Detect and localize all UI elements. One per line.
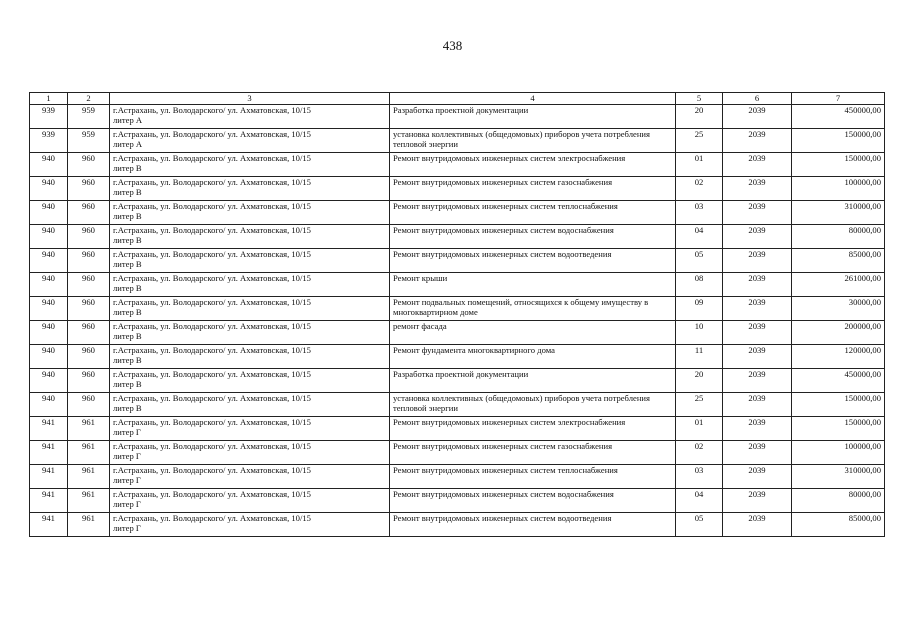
- building-letter: литер А: [113, 115, 143, 126]
- work-type-cell: Ремонт внутридомовых инженерных систем теплоснабжения: [390, 201, 676, 225]
- address-cell: [110, 369, 390, 393]
- address-cell: [110, 393, 390, 417]
- address-line: г.Астрахань, ул. Володарского/ ул. Ахматовская, 10/15: [113, 273, 311, 283]
- address-cell: [110, 417, 390, 441]
- year-cell: 2039: [723, 297, 792, 321]
- building-letter: литер Г: [113, 499, 141, 510]
- cost-cell: 100000,00: [792, 441, 885, 465]
- building-letter: литер Г: [113, 427, 141, 438]
- works-table: [29, 92, 885, 537]
- work-code-cell: 09: [676, 297, 723, 321]
- work-code-cell: 01: [676, 153, 723, 177]
- work-type-cell: Ремонт внутридомовых инженерных систем газоснабжения: [390, 441, 676, 465]
- cost-cell: 120000,00: [792, 345, 885, 369]
- year-cell: 2039: [723, 201, 792, 225]
- house-number-cell: 959: [68, 129, 110, 153]
- column-header: 2: [68, 93, 110, 105]
- building-letter: литер А: [113, 139, 143, 150]
- work-type-cell: Ремонт крыши: [390, 273, 676, 297]
- address-cell: [110, 177, 390, 201]
- address-line: г.Астрахань, ул. Володарского/ ул. Ахматовская, 10/15: [113, 489, 311, 499]
- work-type-cell: Ремонт фундамента многоквартирного дома: [390, 345, 676, 369]
- building-letter: литер В: [113, 187, 142, 198]
- building-letter: литер В: [113, 283, 142, 294]
- work-type-cell: Ремонт внутридомовых инженерных систем электроснабжения: [390, 417, 676, 441]
- house-number-cell: 961: [68, 513, 110, 537]
- cost-cell: 450000,00: [792, 369, 885, 393]
- address-line: г.Астрахань, ул. Володарского/ ул. Ахматовская, 10/15: [113, 153, 311, 163]
- cost-cell: 450000,00: [792, 105, 885, 129]
- cost-cell: 80000,00: [792, 225, 885, 249]
- row-number-cell: 940: [30, 369, 68, 393]
- address-line: г.Астрахань, ул. Володарского/ ул. Ахматовская, 10/15: [113, 369, 311, 379]
- address-line: г.Астрахань, ул. Володарского/ ул. Ахматовская, 10/15: [113, 129, 311, 139]
- table-row: [30, 273, 885, 297]
- column-header: 3: [110, 93, 390, 105]
- address-line: г.Астрахань, ул. Володарского/ ул. Ахматовская, 10/15: [113, 201, 311, 211]
- year-cell: 2039: [723, 249, 792, 273]
- address-cell: [110, 297, 390, 321]
- cost-cell: 150000,00: [792, 129, 885, 153]
- address-cell: [110, 225, 390, 249]
- table-body: [30, 105, 885, 537]
- address-cell: [110, 129, 390, 153]
- work-code-cell: 04: [676, 489, 723, 513]
- work-code-cell: 11: [676, 345, 723, 369]
- work-type-cell: Разработка проектной документации: [390, 105, 676, 129]
- building-letter: литер В: [113, 355, 142, 366]
- building-letter: литер Г: [113, 475, 141, 486]
- house-number-cell: 961: [68, 489, 110, 513]
- work-type-cell: Ремонт внутридомовых инженерных систем водоотведения: [390, 249, 676, 273]
- building-letter: литер В: [113, 379, 142, 390]
- building-letter: литер В: [113, 331, 142, 342]
- table-row: [30, 465, 885, 489]
- cost-cell: 310000,00: [792, 201, 885, 225]
- table-row: [30, 177, 885, 201]
- work-type-cell: Ремонт внутридомовых инженерных систем теплоснабжения: [390, 465, 676, 489]
- table-row: [30, 441, 885, 465]
- row-number-cell: 941: [30, 465, 68, 489]
- year-cell: 2039: [723, 513, 792, 537]
- page-number: 438: [442, 38, 463, 53]
- house-number-cell: 960: [68, 249, 110, 273]
- building-letter: литер В: [113, 307, 142, 318]
- cost-cell: 150000,00: [792, 417, 885, 441]
- address-cell: [110, 513, 390, 537]
- row-number-cell: 939: [30, 129, 68, 153]
- cost-cell: 80000,00: [792, 489, 885, 513]
- row-number-cell: 940: [30, 225, 68, 249]
- house-number-cell: 960: [68, 393, 110, 417]
- table-row: [30, 105, 885, 129]
- work-code-cell: 20: [676, 369, 723, 393]
- work-code-cell: 01: [676, 417, 723, 441]
- work-type-cell: установка коллективных (общедомовых) приборов учета потребления тепловой энергии: [390, 129, 676, 153]
- house-number-cell: 961: [68, 417, 110, 441]
- column-header: 1: [30, 93, 68, 105]
- table-row: [30, 153, 885, 177]
- address-cell: [110, 201, 390, 225]
- table-row: [30, 321, 885, 345]
- row-number-cell: 940: [30, 249, 68, 273]
- address-cell: [110, 321, 390, 345]
- cost-cell: 200000,00: [792, 321, 885, 345]
- table-row: [30, 369, 885, 393]
- year-cell: 2039: [723, 225, 792, 249]
- year-cell: 2039: [723, 489, 792, 513]
- address-line: г.Астрахань, ул. Володарского/ ул. Ахматовская, 10/15: [113, 249, 311, 259]
- column-header: 7: [792, 93, 885, 105]
- row-number-cell: 940: [30, 177, 68, 201]
- work-type-cell: Разработка проектной документации: [390, 369, 676, 393]
- house-number-cell: 960: [68, 153, 110, 177]
- building-letter: литер В: [113, 403, 142, 414]
- table-row: [30, 393, 885, 417]
- house-number-cell: 960: [68, 345, 110, 369]
- year-cell: 2039: [723, 465, 792, 489]
- address-cell: [110, 153, 390, 177]
- cost-cell: 30000,00: [792, 297, 885, 321]
- table-row: [30, 249, 885, 273]
- year-cell: 2039: [723, 177, 792, 201]
- work-type-cell: ремонт фасада: [390, 321, 676, 345]
- house-number-cell: 960: [68, 369, 110, 393]
- cost-cell: 150000,00: [792, 153, 885, 177]
- address-line: г.Астрахань, ул. Володарского/ ул. Ахматовская, 10/15: [113, 225, 311, 235]
- row-number-cell: 941: [30, 513, 68, 537]
- table-row: [30, 225, 885, 249]
- row-number-cell: 941: [30, 441, 68, 465]
- cost-cell: 85000,00: [792, 249, 885, 273]
- work-type-cell: Ремонт внутридомовых инженерных систем водоотведения: [390, 513, 676, 537]
- work-code-cell: 03: [676, 465, 723, 489]
- address-cell: [110, 105, 390, 129]
- row-number-cell: 941: [30, 417, 68, 441]
- year-cell: 2039: [723, 153, 792, 177]
- year-cell: 2039: [723, 393, 792, 417]
- column-header: 6: [723, 93, 792, 105]
- row-number-cell: 940: [30, 153, 68, 177]
- year-cell: 2039: [723, 129, 792, 153]
- work-type-cell: Ремонт внутридомовых инженерных систем водоснабжения: [390, 225, 676, 249]
- work-type-cell: Ремонт внутридомовых инженерных систем электроснабжения: [390, 153, 676, 177]
- work-code-cell: 25: [676, 393, 723, 417]
- row-number-cell: 941: [30, 489, 68, 513]
- house-number-cell: 960: [68, 201, 110, 225]
- building-letter: литер В: [113, 235, 142, 246]
- house-number-cell: 961: [68, 441, 110, 465]
- work-code-cell: 05: [676, 249, 723, 273]
- row-number-cell: 940: [30, 345, 68, 369]
- building-letter: литер Г: [113, 451, 141, 462]
- table-row: [30, 345, 885, 369]
- row-number-cell: 940: [30, 297, 68, 321]
- address-line: г.Астрахань, ул. Володарского/ ул. Ахматовская, 10/15: [113, 441, 311, 451]
- address-cell: [110, 441, 390, 465]
- address-line: г.Астрахань, ул. Володарского/ ул. Ахматовская, 10/15: [113, 177, 311, 187]
- year-cell: 2039: [723, 345, 792, 369]
- column-number-row: [30, 93, 885, 105]
- row-number-cell: 940: [30, 273, 68, 297]
- table-row: [30, 201, 885, 225]
- table-row: [30, 417, 885, 441]
- year-cell: 2039: [723, 417, 792, 441]
- building-letter: литер Г: [113, 523, 141, 534]
- address-line: г.Астрахань, ул. Володарского/ ул. Ахматовская, 10/15: [113, 465, 311, 475]
- year-cell: 2039: [723, 321, 792, 345]
- row-number-cell: 940: [30, 321, 68, 345]
- work-code-cell: 25: [676, 129, 723, 153]
- address-cell: [110, 249, 390, 273]
- work-code-cell: 02: [676, 177, 723, 201]
- work-code-cell: 04: [676, 225, 723, 249]
- work-code-cell: 02: [676, 441, 723, 465]
- address-cell: [110, 273, 390, 297]
- house-number-cell: 959: [68, 105, 110, 129]
- address-line: г.Астрахань, ул. Володарского/ ул. Ахматовская, 10/15: [113, 393, 311, 403]
- house-number-cell: 960: [68, 321, 110, 345]
- cost-cell: 150000,00: [792, 393, 885, 417]
- work-code-cell: 10: [676, 321, 723, 345]
- house-number-cell: 961: [68, 465, 110, 489]
- year-cell: 2039: [723, 369, 792, 393]
- address-cell: [110, 345, 390, 369]
- cost-cell: 261000,00: [792, 273, 885, 297]
- year-cell: 2039: [723, 105, 792, 129]
- table-row: [30, 297, 885, 321]
- cost-cell: 310000,00: [792, 465, 885, 489]
- cost-cell: 85000,00: [792, 513, 885, 537]
- table-row: [30, 513, 885, 537]
- row-number-cell: 939: [30, 105, 68, 129]
- building-letter: литер В: [113, 211, 142, 222]
- address-line: г.Астрахань, ул. Володарского/ ул. Ахматовская, 10/15: [113, 321, 311, 331]
- year-cell: 2039: [723, 273, 792, 297]
- row-number-cell: 940: [30, 393, 68, 417]
- address-line: г.Астрахань, ул. Володарского/ ул. Ахматовская, 10/15: [113, 513, 311, 523]
- column-header: 4: [390, 93, 676, 105]
- cost-cell: 100000,00: [792, 177, 885, 201]
- work-type-cell: Ремонт внутридомовых инженерных систем газоснабжения: [390, 177, 676, 201]
- address-line: г.Астрахань, ул. Володарского/ ул. Ахматовская, 10/15: [113, 297, 311, 307]
- house-number-cell: 960: [68, 177, 110, 201]
- year-cell: 2039: [723, 441, 792, 465]
- work-type-cell: Ремонт подвальных помещений, относящихся к общему имуществу в многоквартирном доме: [390, 297, 676, 321]
- house-number-cell: 960: [68, 297, 110, 321]
- column-header: 5: [676, 93, 723, 105]
- address-line: г.Астрахань, ул. Володарского/ ул. Ахматовская, 10/15: [113, 345, 311, 355]
- address-cell: [110, 489, 390, 513]
- row-number-cell: 940: [30, 201, 68, 225]
- table-row: [30, 129, 885, 153]
- address-cell: [110, 465, 390, 489]
- table-row: [30, 489, 885, 513]
- house-number-cell: 960: [68, 273, 110, 297]
- work-code-cell: 20: [676, 105, 723, 129]
- address-line: г.Астрахань, ул. Володарского/ ул. Ахматовская, 10/15: [113, 417, 311, 427]
- address-line: г.Астрахань, ул. Володарского/ ул. Ахматовская, 10/15: [113, 105, 311, 115]
- work-code-cell: 05: [676, 513, 723, 537]
- work-code-cell: 03: [676, 201, 723, 225]
- house-number-cell: 960: [68, 225, 110, 249]
- work-code-cell: 08: [676, 273, 723, 297]
- building-letter: литер В: [113, 259, 142, 270]
- work-type-cell: установка коллективных (общедомовых) приборов учета потребления тепловой энергии: [390, 393, 676, 417]
- building-letter: литер В: [113, 163, 142, 174]
- work-type-cell: Ремонт внутридомовых инженерных систем водоснабжения: [390, 489, 676, 513]
